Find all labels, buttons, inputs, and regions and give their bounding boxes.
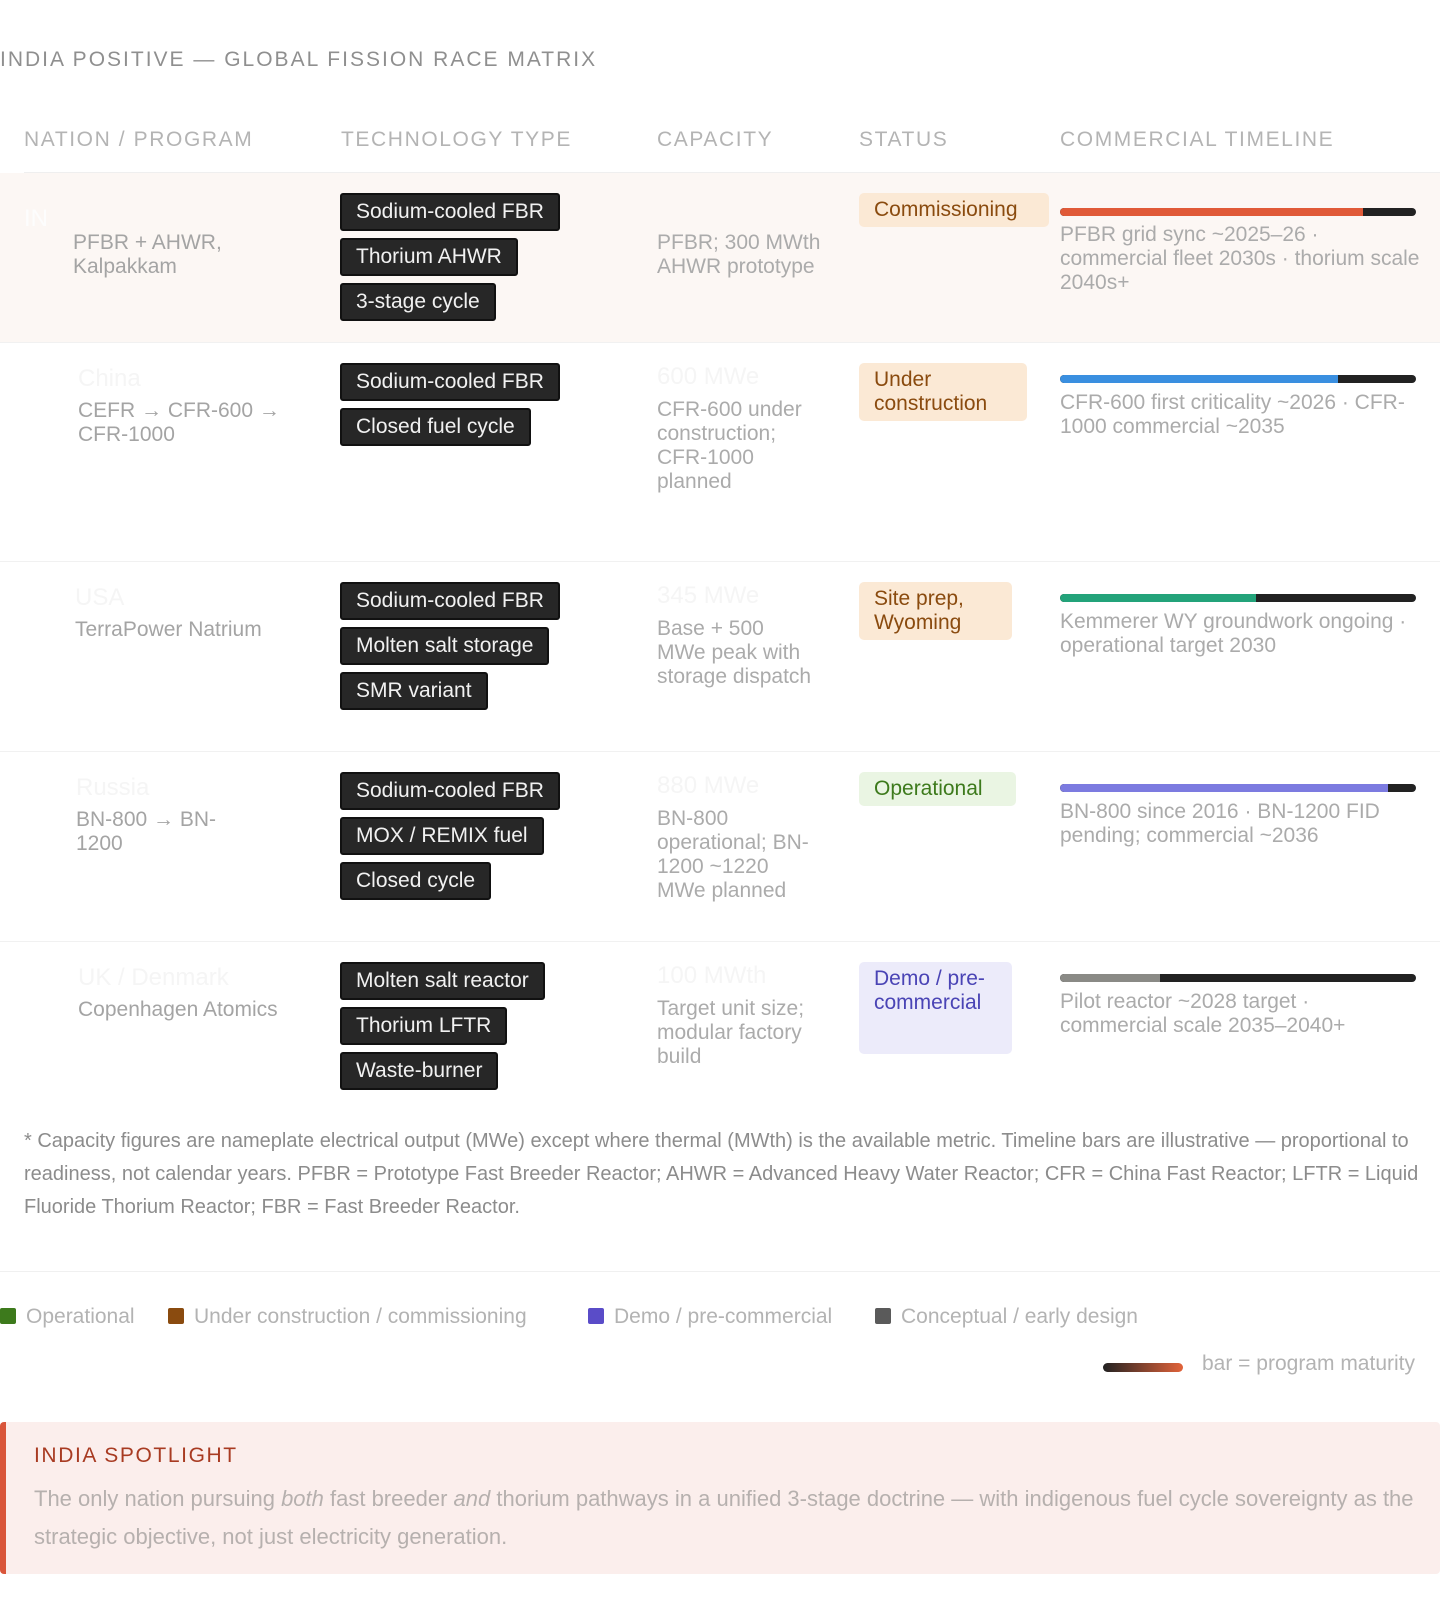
technology-tags	[340, 363, 560, 453]
technology-tags	[340, 962, 545, 1097]
timeline-text: Pilot reactor ~2028 target · commercial scale 2035–2040+	[1060, 990, 1346, 1037]
header-timeline: COMMERCIAL TIMELINE	[1060, 128, 1335, 151]
tech-tag: Closed cycle	[340, 862, 491, 900]
header-status: STATUS	[859, 128, 949, 151]
table-row	[0, 562, 1440, 752]
legend-item-demo	[588, 1305, 832, 1329]
header-technology: TECHNOLOGY TYPE	[341, 128, 572, 151]
program-name: CEFR → CFR-600 → CFR-1000	[78, 399, 280, 446]
tech-tag: Sodium-cooled FBR	[340, 582, 560, 620]
status-badge: Site prep, Wyoming	[859, 582, 1012, 640]
legend-item-operational	[0, 1305, 135, 1329]
maturity-bar-fill	[1060, 375, 1338, 383]
technology-tags	[340, 772, 560, 907]
tech-tag: 3-stage cycle	[340, 283, 496, 321]
spotlight-emphasis: both	[281, 1486, 324, 1511]
timeline-text: CFR-600 first criticality ~2026 · CFR-1000 commercial ~2035	[1060, 391, 1405, 438]
capacity-detail: Target unit size; modular factory build	[657, 997, 805, 1068]
tech-tag: Waste-burner	[340, 1052, 498, 1090]
legend-item-under-construction	[168, 1305, 527, 1329]
maturity-legend-label: bar = program maturity	[1202, 1352, 1415, 1375]
table-row	[0, 173, 1440, 343]
capacity-cell	[657, 231, 827, 279]
footnote-divider	[0, 1271, 1440, 1272]
tech-tag: Sodium-cooled FBR	[340, 193, 560, 231]
spotlight-emphasis: and	[453, 1486, 491, 1511]
tech-tag: Sodium-cooled FBR	[340, 363, 560, 401]
capacity-detail: BN-800 operational; BN-1200 ~1220 MWe planned	[657, 807, 809, 902]
timeline-text: Kemmerer WY groundwork ongoing · operational target 2030	[1060, 610, 1407, 657]
maturity-bar	[1060, 974, 1416, 982]
program-name: Copenhagen Atomics	[78, 998, 278, 1021]
status-badge: Demo / pre-commercial	[859, 962, 1012, 1054]
nation-name: China	[78, 365, 141, 392]
maturity-bar-fill	[1060, 784, 1388, 792]
technology-tags	[340, 193, 560, 328]
status-badge: Operational	[859, 772, 1016, 806]
maturity-bar-fill	[1060, 208, 1363, 216]
legend-label: Under construction / commissioning	[194, 1305, 527, 1328]
table-header	[0, 128, 1440, 172]
nation-name: UK / Denmark	[78, 964, 229, 991]
nation-flag: IN	[24, 205, 48, 232]
india-spotlight	[0, 1422, 1440, 1574]
program-name: PFBR + AHWR, Kalpakkam	[73, 231, 222, 278]
status-badge: Commissioning	[859, 193, 1049, 227]
tech-tag: Sodium-cooled FBR	[340, 772, 560, 810]
tech-tag: Molten salt reactor	[340, 962, 545, 1000]
capacity-detail: PFBR; 300 MWth AHWR prototype	[657, 231, 821, 278]
legend-label: Conceptual / early design	[901, 1305, 1138, 1328]
technology-tags	[340, 582, 560, 717]
legend-label: Operational	[26, 1305, 135, 1328]
maturity-bar-fill	[1060, 594, 1256, 602]
legend-swatch	[588, 1308, 604, 1324]
legend-item-conceptual	[875, 1305, 1138, 1329]
capacity-value: 880 MWe	[657, 772, 760, 799]
tech-tag: Thorium AHWR	[340, 238, 518, 276]
nation-name: USA	[75, 584, 125, 611]
maturity-bar-fill	[1060, 974, 1160, 982]
tech-tag: Closed fuel cycle	[340, 408, 531, 446]
capacity-value: 345 MWe	[657, 582, 760, 609]
timeline-text: PFBR grid sync ~2025–26 · commercial fleet 2030s · thorium scale 2040s+	[1060, 223, 1420, 294]
maturity-bar	[1060, 208, 1416, 216]
table-row	[0, 343, 1440, 562]
header-nation: NATION / PROGRAM	[24, 128, 254, 151]
capacity-cell	[657, 365, 827, 494]
tech-tag: Thorium LFTR	[340, 1007, 507, 1045]
program-name: TerraPower Natrium	[75, 618, 262, 641]
spotlight-heading: INDIA SPOTLIGHT	[34, 1444, 238, 1467]
legend-swatch	[168, 1308, 184, 1324]
capacity-cell	[657, 964, 822, 1069]
maturity-bar	[1060, 375, 1416, 383]
spotlight-text-part: thorium pathways in a unified 3-stage doctrine — with indigenous fuel cycle sovereignty as the strategic objective, not just electricity generation.	[34, 1486, 1414, 1549]
capacity-detail: CFR-600 under construction; CFR-1000 planned	[657, 398, 802, 493]
capacity-cell	[657, 584, 817, 689]
nation-name: Russia	[76, 774, 150, 801]
legend-swatch	[0, 1308, 16, 1324]
tech-tag: MOX / REMIX fuel	[340, 817, 544, 855]
spotlight-text-part: The only nation pursuing	[34, 1486, 282, 1511]
capacity-detail: Base + 500 MWe peak with storage dispatch	[657, 617, 812, 688]
tech-tag: SMR variant	[340, 672, 488, 710]
footnote: * Capacity figures are nameplate electrical output (MWe) except where thermal (MWth) is the available metric. Timeline bars are illustrative — proportional to readiness, not calendar years. PFBR = Prototype Fast Breeder Reactor; AHWR = Advanced Heavy Water Reactor; CFR = China Fast Reactor; LFTR = Liquid Fluoride Thorium Reactor; FBR = Fast Breeder Reactor.	[24, 1130, 1419, 1218]
status-badge: Under construction	[859, 363, 1027, 421]
header-capacity: CAPACITY	[657, 128, 774, 151]
capacity-value: 100 MWth	[657, 962, 767, 989]
capacity-value: 600 MWe	[657, 363, 760, 390]
maturity-gradient-swatch	[1103, 1363, 1183, 1372]
legend-label: Demo / pre-commercial	[614, 1305, 833, 1328]
spotlight-text	[34, 1480, 1414, 1556]
page-title: INDIA POSITIVE — GLOBAL FISSION RACE MATRIX	[0, 48, 598, 71]
program-name: BN-800 → BN-1200	[76, 808, 217, 855]
maturity-bar	[1060, 594, 1416, 602]
spotlight-text-part: fast breeder	[323, 1486, 454, 1511]
tech-tag: Molten salt storage	[340, 627, 549, 665]
maturity-bar	[1060, 784, 1416, 792]
legend-swatch	[875, 1308, 891, 1324]
timeline-text: BN-800 since 2016 · BN-1200 FID pending; commercial ~2036	[1060, 800, 1380, 847]
capacity-cell	[657, 774, 822, 903]
table-row	[0, 752, 1440, 942]
table-row	[0, 942, 1440, 1104]
